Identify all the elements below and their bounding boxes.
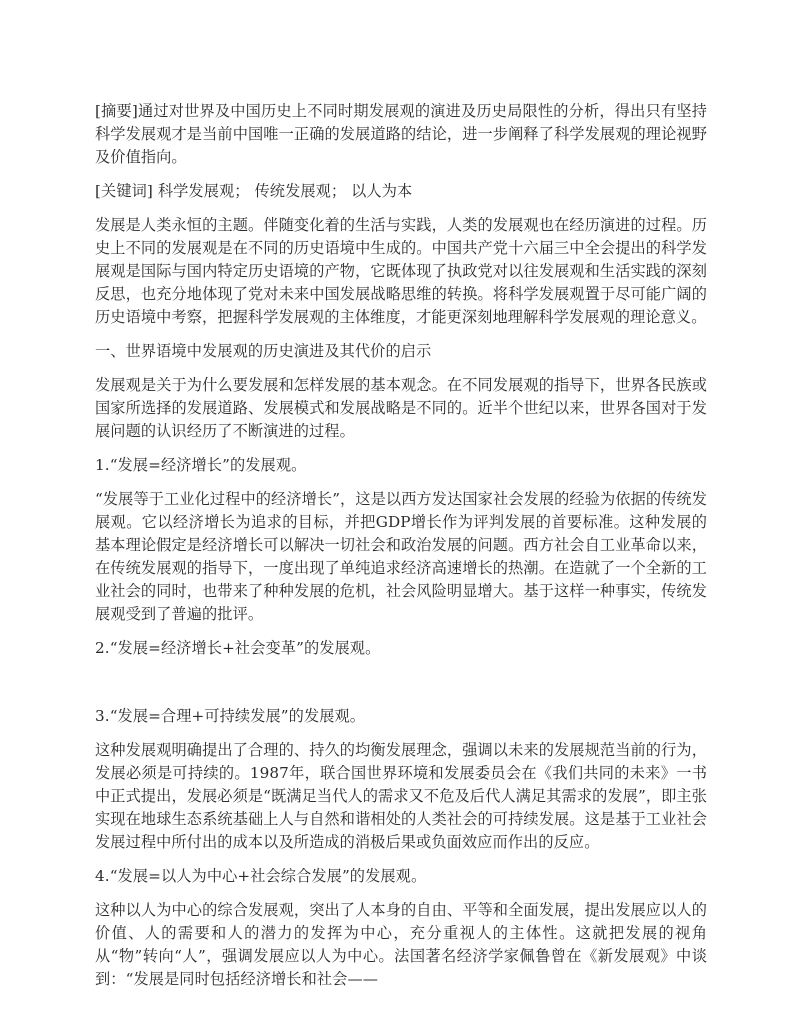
item1-paragraph: “发展等于工业化过程中的经济增长”，这是以西方发达国家社会发展的经验为依据的传统发展观。它以经济增长为追求的目标，并把GDP增长作为评判发展的首要标准。这种发展的基本理论假定是经济增长可以解决一切社会和政治发展的问题。西方社会自工业革命以来，在传统发展观的指导下，一度出现了单纯追求经济高速增长的热潮。在造就了一个全新的工业社会的同时，也带来了种种发展的危机，社会风险明显增大。基于这样一种事实，传统发展观受到了普遍的批评。	[95, 490, 707, 623]
section1-heading: 一、世界语境中发展观的历史演进及其代价的启示	[95, 342, 432, 360]
item3-heading: 3.“发展=合理+可持续发展”的发展观。	[95, 707, 366, 725]
blank-gap	[95, 671, 707, 705]
item3-paragraph: 这种发展观明确提出了合理的、持久的均衡发展理念，强调以未来的发展规范当前的行为，发展必须是可持续的。1987年，联合国世界环境和发展委员会在《我们共同的未来》一书中正式提出，发展必须是“既满足当代人的需求又不危及后代人满足其需求的发展”，即主张实现在地球生态系统基础上人与自然和谐相处的人类社会的可持续发展。这是基于工业社会发展过程中所付出的成本以及所造成的消极后果或负面效应而作出的反应。	[95, 741, 707, 851]
document-page	[95, 100, 707, 1002]
item4-paragraph: 这种以人为中心的综合发展观，突出了人本身的自由、平等和全面发展，提出发展应以人的价值、人的需要和人的潜力的发挥为中心，充分重视人的主体性。这就把发展的视角从“物”转向“人”，强调发展应以人为中心。法国著名经济学家佩鲁曾在《新发展观》中谈到：“发展是同时包括经济增长和社会——	[95, 901, 707, 988]
intro-paragraph: 发展是人类永恒的主题。伴随变化着的生活与实践，人类的发展观也在经历演进的过程。历史上不同的发展观是在不同的历史语境中生成的。中国共产党十六届三中全会提出的科学发展观是国际与国内特定历史语境的产物，它既体现了执政党对以往发展观和生活实践的深刻反思，也充分地体现了党对未来中国发展战略思维的转换。将科学发展观置于尽可能广阔的历史语境中考察，把握科学发展观的主体维度，才能更深刻地理解科学发展观的理论意义。	[95, 216, 707, 326]
item2-heading: 2.“发展=经济增长+社会变革”的发展观。	[95, 639, 381, 657]
section1-paragraph: 发展观是关于为什么要发展和怎样发展的基本观念。在不同发展观的指导下，世界各民族或国家所选择的发展道路、发展模式和发展战略是不同的。近半个世纪以来，世界各国对于发展问题的认识经历了不断演进的过程。	[95, 376, 707, 440]
abstract-paragraph: [摘要]通过对世界及中国历史上不同时期发展观的演进及历史局限性的分析，得出只有坚持科学发展观才是当前中国唯一正确的发展道路的结论，进一步阐释了科学发展观的理论视野及价值指向。	[95, 102, 707, 166]
keywords-line: [关键词] 科学发展观； 传统发展观； 以人为本	[95, 182, 413, 200]
item1-heading: 1.“发展=经济增长”的发展观。	[95, 456, 307, 474]
item4-heading: 4.“发展=以人为中心+社会综合发展”的发展观。	[95, 867, 427, 885]
